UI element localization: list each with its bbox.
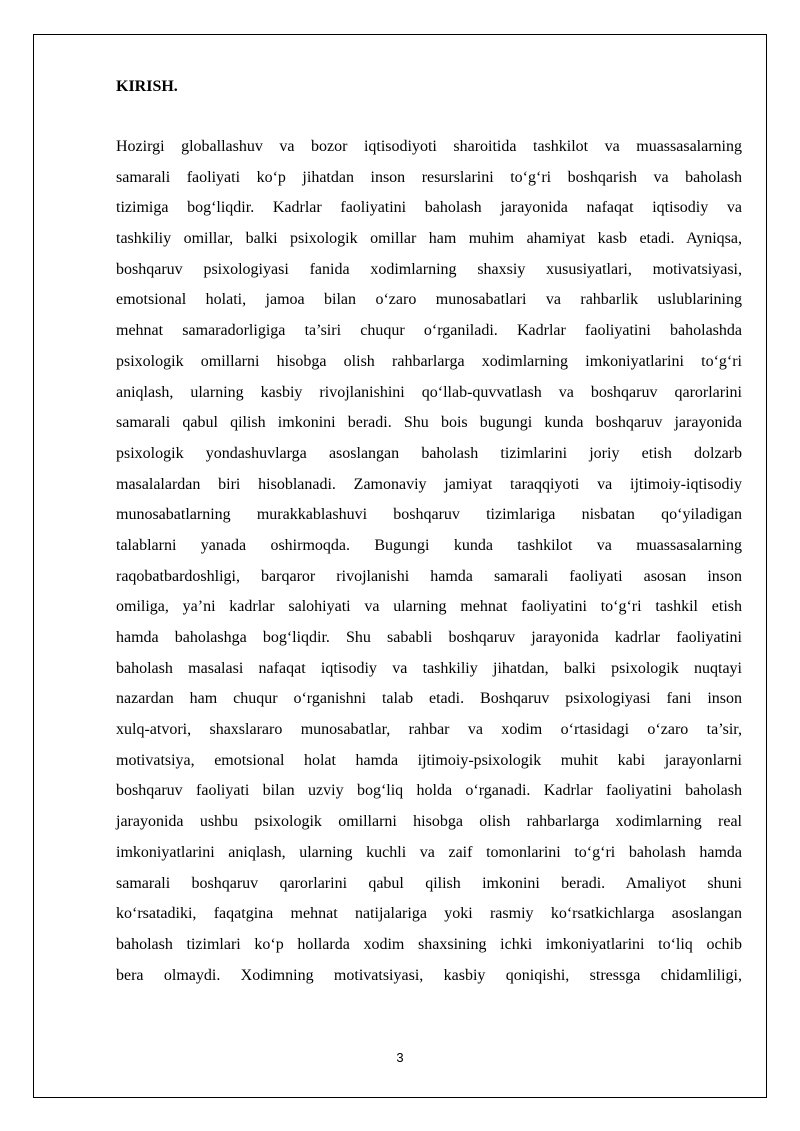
text-line: mehnat samaradorligiga ta’siri chuqur o‘rganiladi. Kadrlar faoliyatini baholashda	[116, 322, 742, 340]
text-line: boshqaruv faoliyati bilan uzviy bog‘liq holda o‘rganadi. Kadrlar faoliyatini baholash	[116, 782, 742, 800]
text-line: samarali qabul qilish imkonini beradi. Shu bois bugungi kunda boshqaruv jarayonida	[116, 414, 742, 432]
text-line: talablarni yanada oshirmoqda. Bugungi kunda tashkilot va muassasalarning	[116, 536, 742, 554]
body-paragraph	[116, 132, 742, 991]
text-line: samarali boshqaruv qarorlarini qabul qilish imkonini beradi. Amaliyot shuni	[116, 874, 742, 892]
text-line: boshqaruv psixologiyasi fanida xodimlarning shaxsiy xususiyatlari, motivatsiyasi,	[116, 260, 742, 278]
text-line: ko‘rsatadiki, faqatgina mehnat natijalariga yoki rasmiy ko‘rsatkichlarga asoslangan	[116, 905, 742, 923]
text-line: munosabatlarning murakkablashuvi boshqaruv tizimlariga nisbatan qo‘yiladigan	[116, 506, 742, 524]
text-line: motivatsiya, emotsional holat hamda ijtimoiy-psixologik muhit kabi jarayonlarni	[116, 751, 742, 769]
text-line: bera olmaydi. Xodimning motivatsiyasi, kasbiy qoniqishi, stressga chidamliligi,	[116, 966, 742, 984]
text-line: emotsional holati, jamoa bilan o‘zaro munosabatlari va rahbarlik uslublarining	[116, 291, 742, 309]
page-number: 3	[396, 1050, 404, 1065]
text-line: baholash masalasi nafaqat iqtisodiy va tashkiliy jihatdan, balki psixologik nuqtayi	[116, 659, 742, 677]
text-line: omiliga, ya’ni kadrlar salohiyati va ularning mehnat faoliyatini to‘g‘ri tashkil etish	[116, 598, 742, 616]
text-line: Hozirgi globallashuv va bozor iqtisodiyoti sharoitida tashkilot va muassasalarning	[116, 138, 742, 155]
text-line: imkoniyatlarini aniqlash, ularning kuchli va zaif tomonlarini to‘g‘ri baholash hamda	[116, 843, 742, 861]
text-line: aniqlash, ularning kasbiy rivojlanishini qo‘llab-quvvatlash va boshqaruv qarorlarini	[116, 383, 742, 401]
text-line: tashkiliy omillar, balki psixologik omillar ham muhim ahamiyat kasb etadi. Ayniqsa,	[116, 230, 742, 248]
text-line: hamda baholashga bog‘liqdir. Shu sababli boshqaruv jarayonida kadrlar faoliyatini	[116, 629, 742, 646]
text-line: raqobatbardoshligi, barqaror rivojlanishi hamda samarali faoliyati asosan inson	[116, 567, 742, 585]
text-line: baholash tizimlari ko‘p hollarda xodim shaxsining ichki imkoniyatlarini to‘liq ochib	[116, 935, 742, 953]
text-line: masalalardan biri hisoblanadi. Zamonaviy jamiyat taraqqiyoti va ijtimoiy-iqtisodiy	[116, 475, 742, 493]
text-line: psixologik omillarni hisobga olish rahbarlarga xodimlarning imkoniyatlarini to‘g‘ri	[116, 352, 742, 370]
text-line: samarali faoliyati ko‘p jihatdan inson resurslarini to‘g‘ri boshqarish va baholash	[116, 168, 742, 186]
text-line: psixologik yondashuvlarga asoslangan baholash tizimlarini joriy etish dolzarb	[116, 444, 742, 462]
text-line: xulq-atvori, shaxslararo munosabatlar, rahbar va xodim o‘rtasidagi o‘zaro ta’sir,	[116, 721, 742, 739]
text-line: tizimiga bog‘liqdir. Kadrlar faoliyatini baholash jarayonida nafaqat iqtisodiy va	[116, 199, 742, 217]
document-page	[33, 34, 767, 1098]
section-heading: KIRISH.	[116, 78, 178, 95]
text-line: nazardan ham chuqur o‘rganishni talab etadi. Boshqaruv psixologiyasi fani inson	[116, 690, 742, 708]
text-line: jarayonida ushbu psixologik omillarni hisobga olish rahbarlarga xodimlarning real	[116, 813, 742, 831]
